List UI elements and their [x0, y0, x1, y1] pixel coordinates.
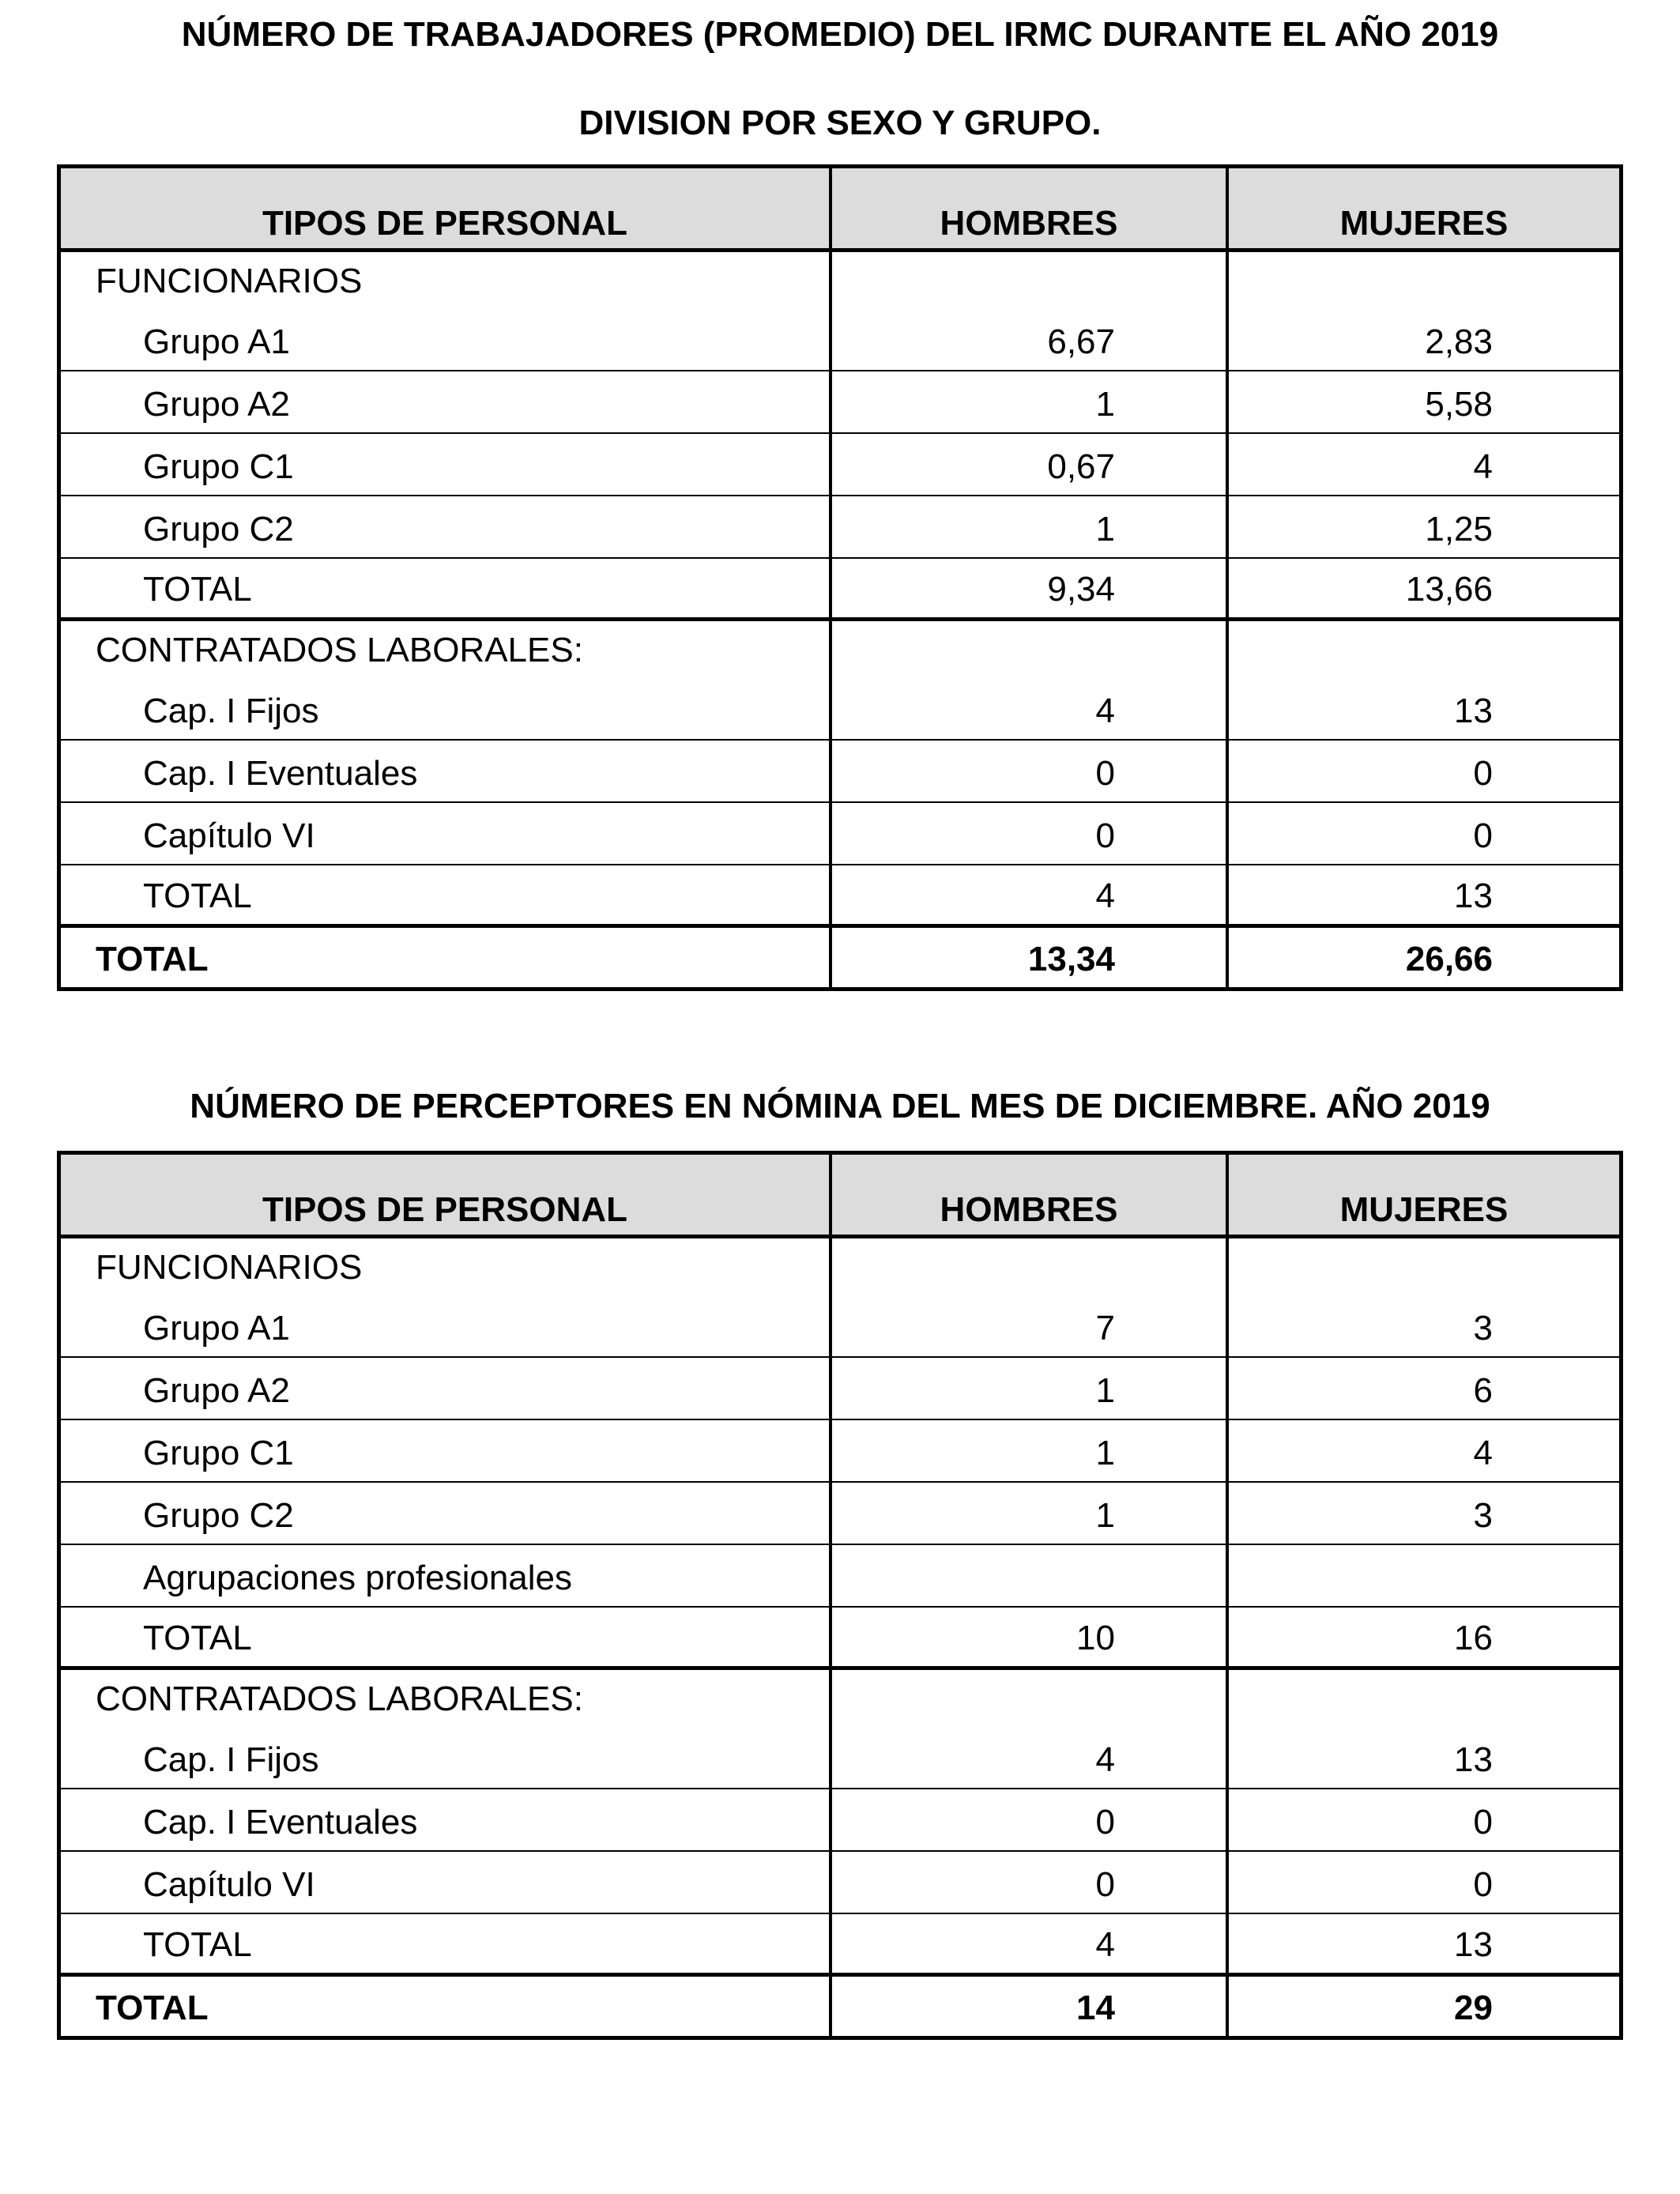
mujeres-value: 4 [1473, 1434, 1493, 1472]
mujeres-value: 2,83 [1425, 322, 1493, 361]
mujeres-value: 0 [1473, 1803, 1493, 1842]
row-label: TOTAL [143, 1619, 252, 1657]
hombres-value: 0 [1095, 754, 1115, 793]
table-row [61, 865, 1619, 928]
table-row [61, 1358, 1619, 1420]
col-header-tipos: TIPOS DE PERSONAL [61, 168, 832, 248]
hombres-value: 0 [1095, 1865, 1115, 1904]
hombres-value: 10 [1076, 1619, 1115, 1657]
table-row [61, 496, 1619, 559]
table-row [61, 1914, 1619, 1977]
hombres-value: 6,67 [1047, 322, 1115, 361]
row-label: Cap. I Eventuales [143, 1803, 418, 1842]
grand-total-row [61, 928, 1619, 987]
row-label: Grupo A2 [143, 1371, 290, 1410]
row-label: TOTAL [143, 876, 252, 915]
row-label: Capítulo VI [143, 816, 315, 855]
table-row [61, 1852, 1619, 1914]
grand-total-row [61, 1977, 1619, 2036]
section-laborales [61, 1670, 1619, 1727]
hombres-value: 4 [1095, 1740, 1115, 1779]
table-row [61, 1483, 1619, 1545]
table-row [61, 309, 1619, 371]
mujeres-value: 6 [1473, 1371, 1493, 1410]
table2 [57, 1151, 1623, 2040]
table-row [61, 1789, 1619, 1852]
table-row [61, 803, 1619, 865]
section-funcionarios [61, 1238, 1619, 1295]
table-row [61, 371, 1619, 434]
col-header-mujeres: MUJERES [1339, 204, 1509, 243]
mujeres-value: 0 [1473, 754, 1493, 793]
hombres-value: 14 [1076, 1989, 1115, 2027]
row-label: Grupo A1 [143, 322, 290, 361]
section-funcionarios [61, 252, 1619, 309]
mujeres-value: 29 [1454, 1989, 1493, 2027]
section-label: FUNCIONARIOS [96, 1248, 363, 1287]
hombres-value: 1 [1095, 1371, 1115, 1410]
section-label: CONTRATADOS LABORALES: [96, 631, 583, 669]
table-row [61, 434, 1619, 496]
col-header-mujeres: MUJERES [1339, 1190, 1509, 1229]
section-label: FUNCIONARIOS [96, 262, 363, 300]
row-label: TOTAL [96, 1989, 209, 2027]
hombres-value: 1 [1095, 385, 1115, 424]
table2-title: NÚMERO DE PERCEPTORES EN NÓMINA DEL MES DE DICIEMBRE. AÑO 2019 [190, 1087, 1490, 1125]
hombres-value: 1 [1095, 1434, 1115, 1472]
table-row [61, 741, 1619, 803]
mujeres-value: 13 [1454, 692, 1493, 730]
hombres-value: 7 [1095, 1309, 1115, 1348]
col-header-hombres: HOMBRES [832, 168, 1229, 248]
hombres-value: 1 [1095, 1496, 1115, 1535]
mujeres-value: 16 [1454, 1619, 1493, 1657]
hombres-value: 13,34 [1027, 940, 1115, 978]
mujeres-value: 13 [1454, 1925, 1493, 1964]
hombres-value: 4 [1095, 1925, 1115, 1964]
section-label: CONTRATADOS LABORALES: [96, 1679, 583, 1718]
section-laborales [61, 621, 1619, 678]
mujeres-value: 13 [1454, 1740, 1493, 1779]
col-header-hombres: HOMBRES [832, 1155, 1229, 1235]
table-row [61, 1420, 1619, 1483]
col-header-tipos: TIPOS DE PERSONAL [61, 1155, 832, 1235]
hombres-value: 0 [1095, 1803, 1115, 1842]
table-row [61, 1295, 1619, 1358]
row-label: TOTAL [96, 940, 209, 978]
row-label: TOTAL [143, 570, 252, 609]
hombres-value: 0 [1095, 816, 1115, 855]
table1 [57, 164, 1623, 991]
row-label: Grupo C2 [143, 510, 294, 548]
row-label: Grupo C1 [143, 447, 294, 486]
mujeres-value: 1,25 [1425, 510, 1493, 548]
row-label: Grupo A2 [143, 385, 290, 424]
row-label: Cap. I Fijos [143, 1740, 319, 1779]
row-label: Cap. I Eventuales [143, 754, 418, 793]
table2-header-row [61, 1155, 1619, 1238]
hombres-value: 9,34 [1047, 570, 1115, 609]
mujeres-value: 3 [1473, 1496, 1493, 1535]
hombres-value: 4 [1095, 692, 1115, 730]
row-label: Grupo C2 [143, 1496, 294, 1535]
row-label: Capítulo VI [143, 1865, 315, 1904]
mujeres-value: 0 [1473, 816, 1493, 855]
table1-header-row [61, 168, 1619, 252]
hombres-value: 1 [1095, 510, 1115, 548]
hombres-value: 4 [1095, 876, 1115, 915]
mujeres-value: 5,58 [1425, 385, 1493, 424]
mujeres-value: 0 [1473, 1865, 1493, 1904]
mujeres-value: 4 [1473, 447, 1493, 486]
mujeres-value: 13 [1454, 876, 1493, 915]
row-label: TOTAL [143, 1925, 252, 1964]
row-label: Agrupaciones profesionales [143, 1559, 573, 1597]
table-row [61, 1545, 1619, 1608]
table-row [61, 1608, 1619, 1670]
row-label: Grupo A1 [143, 1309, 290, 1348]
table-row [61, 559, 1619, 621]
row-label: Cap. I Fijos [143, 692, 319, 730]
table-row [61, 678, 1619, 741]
table1-title: NÚMERO DE TRABAJADORES (PROMEDIO) DEL IRMC DURANTE EL AÑO 2019 [181, 15, 1499, 54]
mujeres-value: 3 [1473, 1309, 1493, 1348]
hombres-value: 0,67 [1047, 447, 1115, 486]
table-row [61, 1727, 1619, 1789]
table1-subtitle: DIVISION POR SEXO Y GRUPO. [578, 104, 1102, 142]
mujeres-value: 13,66 [1405, 570, 1493, 609]
mujeres-value: 26,66 [1405, 940, 1493, 978]
row-label: Grupo C1 [143, 1434, 294, 1472]
